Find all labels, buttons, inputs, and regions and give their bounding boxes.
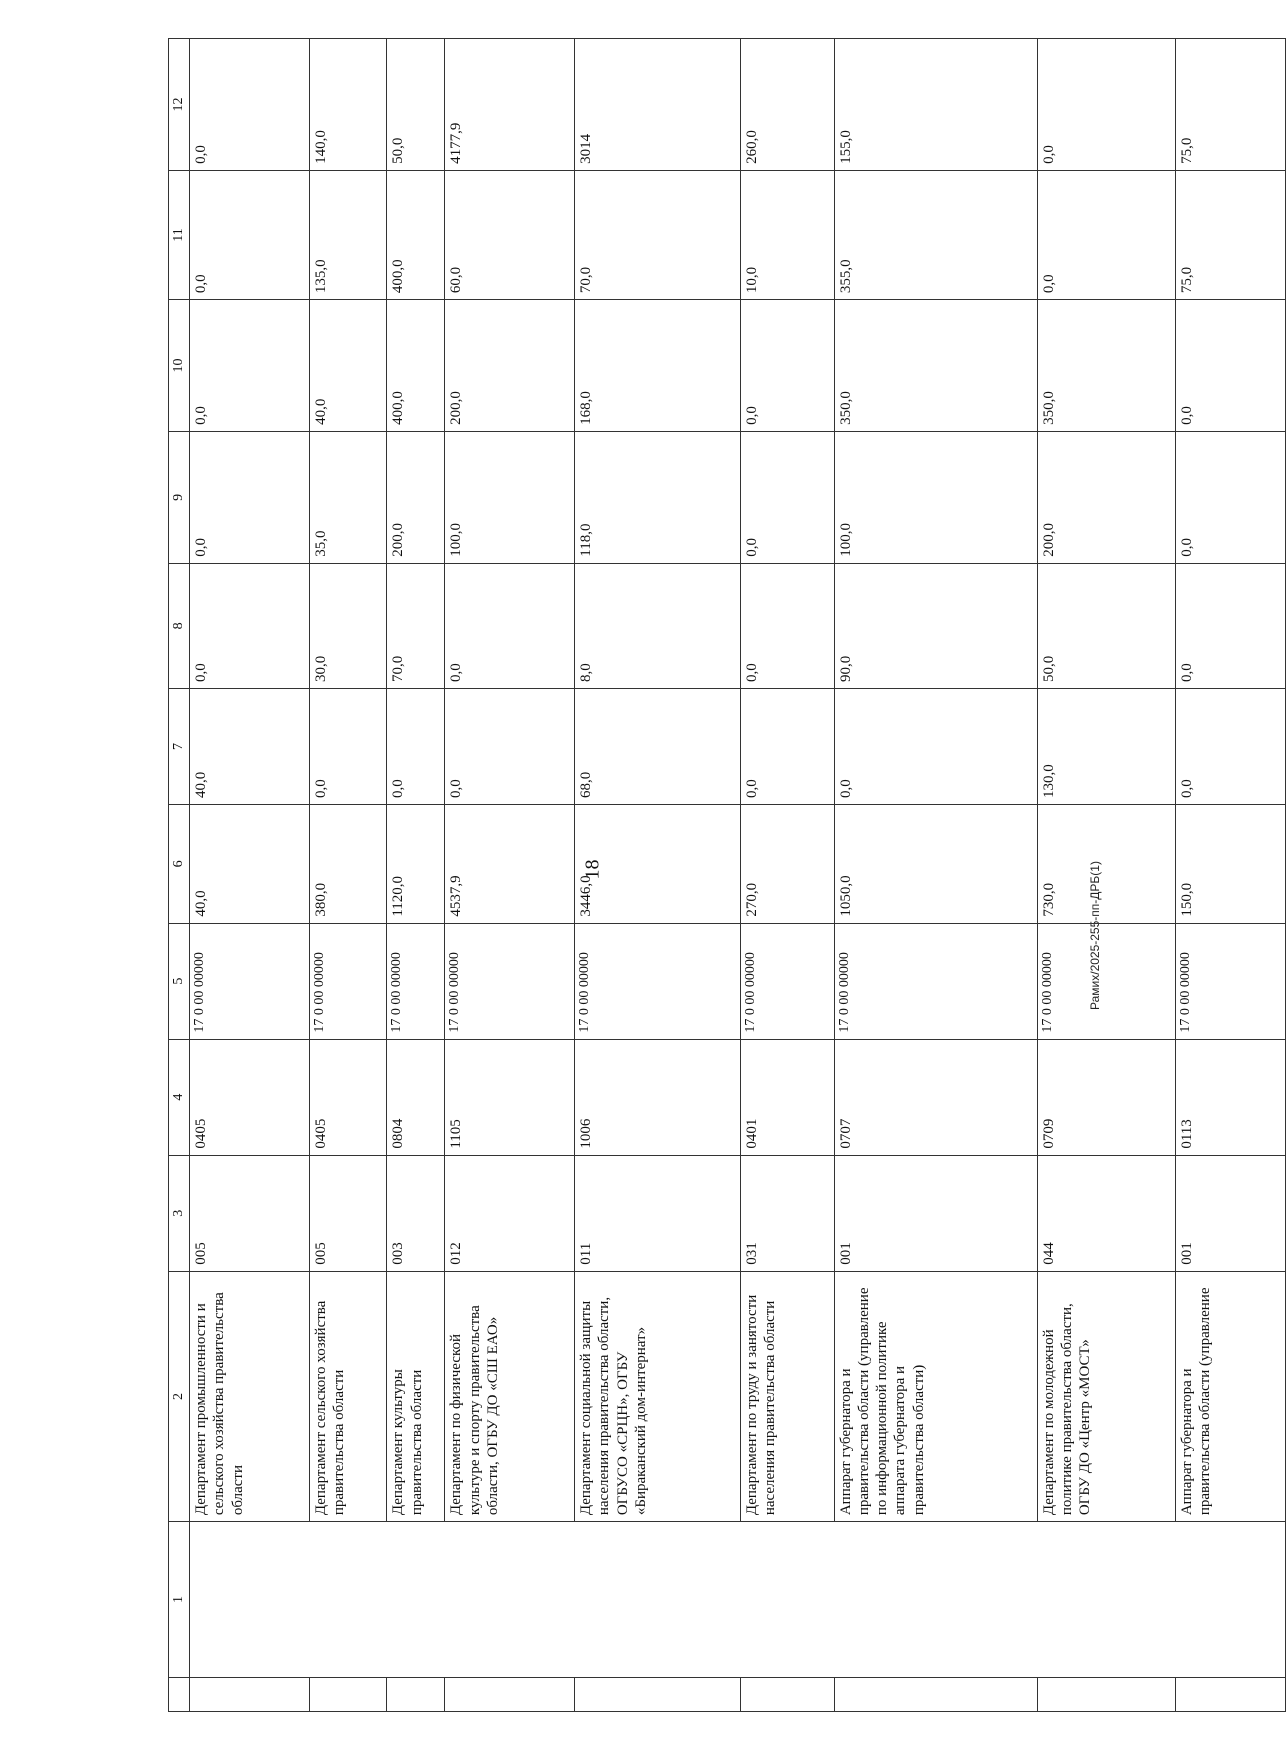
ministry-code-cell: 001 (834, 1155, 1037, 1271)
column-header: 5 (169, 923, 190, 1039)
amount-cell: 68,0 (575, 688, 741, 804)
amount-cell: 400,0 (387, 170, 445, 299)
amount-cell: 0,0 (190, 563, 310, 688)
target-article-cell: 17 0 00 00000 (1175, 923, 1285, 1039)
ministry-code-cell: 044 (1037, 1155, 1175, 1271)
amount-cell: 90,0 (834, 563, 1037, 688)
section-code-cell: 0707 (834, 1039, 1037, 1155)
column-header: 4 (169, 1039, 190, 1155)
amount-cell: 0,0 (445, 688, 575, 804)
amount-cell: 10,0 (740, 170, 834, 299)
amount-cell: 270,0 (740, 805, 834, 924)
column-number-row (169, 39, 190, 1712)
amount-cell: 0,0 (834, 688, 1037, 804)
target-article-cell: 17 0 00 00000 (1037, 923, 1175, 1039)
target-article-cell: 17 0 00 00000 (834, 923, 1037, 1039)
ministry-code-cell: 001 (1175, 1155, 1285, 1271)
amount-cell: 75,0 (1175, 170, 1285, 299)
amount-cell: 0,0 (740, 688, 834, 804)
department-name: Департамент промышленности и сельского хозяйства правительства области (190, 1271, 310, 1521)
column-header: 1 (169, 1522, 190, 1678)
amount-cell: 0,0 (1037, 170, 1175, 299)
column-header: 8 (169, 563, 190, 688)
amount-cell: 400,0 (387, 300, 445, 432)
table-row (310, 39, 387, 1712)
ministry-code-cell: 005 (310, 1155, 387, 1271)
table-row (834, 39, 1037, 1712)
amount-cell: 0,0 (1175, 300, 1285, 432)
column-header: 9 (169, 431, 190, 563)
spacer-cell (445, 1677, 575, 1711)
amount-cell: 30,0 (310, 563, 387, 688)
department-name: Департамент сельского хозяйства правительства области (310, 1271, 387, 1521)
table-row (1037, 39, 1175, 1712)
amount-cell: 0,0 (190, 431, 310, 563)
department-name: Департамент культуры правительства области (387, 1271, 445, 1521)
target-article-cell: 17 0 00 00000 (190, 923, 310, 1039)
column-header (169, 1677, 190, 1711)
amount-cell: 70,0 (575, 170, 741, 299)
amount-cell: 35,0 (310, 431, 387, 563)
table-row (190, 39, 310, 1712)
section-code-cell: 0804 (387, 1039, 445, 1155)
spacer-cell (575, 1677, 741, 1711)
amount-cell: 168,0 (575, 300, 741, 432)
table-row (575, 39, 741, 1712)
amount-cell: 70,0 (387, 563, 445, 688)
column-header: 10 (169, 300, 190, 432)
amount-cell: 0,0 (1037, 39, 1175, 171)
group-cell (190, 1522, 1286, 1678)
column-header: 3 (169, 1155, 190, 1271)
spacer-cell (310, 1677, 387, 1711)
spacer-cell (387, 1677, 445, 1711)
amount-cell: 135,0 (310, 170, 387, 299)
amount-cell: 40,0 (310, 300, 387, 432)
ministry-code-cell: 012 (445, 1155, 575, 1271)
table-row (1175, 39, 1285, 1712)
section-code-cell: 0113 (1175, 1039, 1285, 1155)
amount-cell: 130,0 (1037, 688, 1175, 804)
amount-cell: 0,0 (740, 300, 834, 432)
department-name: Департамент по труду и занятости населения правительства области (740, 1271, 834, 1521)
amount-cell: 4537,9 (445, 805, 575, 924)
spacer-cell (190, 1677, 310, 1711)
amount-cell: 0,0 (740, 431, 834, 563)
amount-cell: 0,0 (1175, 688, 1285, 804)
amount-cell: 40,0 (190, 688, 310, 804)
amount-cell: 155,0 (834, 39, 1037, 171)
amount-cell: 0,0 (387, 688, 445, 804)
amount-cell: 60,0 (445, 170, 575, 299)
department-name: Департамент по молодежной политике правительства области, ОГБУ ДО «Центр «МОСТ» (1037, 1271, 1175, 1521)
amount-cell: 100,0 (445, 431, 575, 563)
amount-cell: 140,0 (310, 39, 387, 171)
ministry-code-cell: 003 (387, 1155, 445, 1271)
department-name: Департамент социальной защиты населения правительства области, ОГБУСО «СРЦН», ОГБУ «Бираканский дом-интернат» (575, 1271, 741, 1521)
amount-cell: 0,0 (190, 170, 310, 299)
department-name: Аппарат губернатора и правительства области (управление (1175, 1271, 1285, 1521)
target-article-cell: 17 0 00 00000 (310, 923, 387, 1039)
column-header: 2 (169, 1271, 190, 1521)
amount-cell: 350,0 (834, 300, 1037, 432)
table-body (190, 39, 1286, 1712)
budget-table (168, 38, 1286, 1712)
spacer-cell (834, 1677, 1037, 1711)
department-name: Аппарат губернатора и правительства области (управление по информационной политике аппарата губернатора и правительства области) (834, 1271, 1037, 1521)
amount-cell: 0,0 (1175, 563, 1285, 688)
amount-cell: 50,0 (1037, 563, 1175, 688)
amount-cell: 0,0 (190, 39, 310, 171)
section-code-cell: 0405 (310, 1039, 387, 1155)
amount-cell: 0,0 (445, 563, 575, 688)
page-number: 18 (581, 859, 604, 880)
ministry-code-cell: 005 (190, 1155, 310, 1271)
amount-cell: 0,0 (190, 300, 310, 432)
amount-cell: 8,0 (575, 563, 741, 688)
spacer-cell (1037, 1677, 1175, 1711)
amount-cell: 200,0 (1037, 431, 1175, 563)
amount-cell: 75,0 (1175, 39, 1285, 171)
amount-cell: 1120,0 (387, 805, 445, 924)
target-article-cell: 17 0 00 00000 (740, 923, 834, 1039)
target-article-cell: 17 0 00 00000 (575, 923, 741, 1039)
amount-cell: 118,0 (575, 431, 741, 563)
amount-cell: 0,0 (740, 563, 834, 688)
amount-cell: 200,0 (445, 300, 575, 432)
amount-cell: 3014 (575, 39, 741, 171)
table-row (740, 39, 834, 1712)
spacer-cell (740, 1677, 834, 1711)
amount-cell: 0,0 (1175, 431, 1285, 563)
budget-table-rotated (168, 38, 1286, 1712)
section-code-cell: 1105 (445, 1039, 575, 1155)
column-header: 11 (169, 170, 190, 299)
amount-cell: 730,0 (1037, 805, 1175, 924)
amount-cell: 260,0 (740, 39, 834, 171)
amount-cell: 355,0 (834, 170, 1037, 299)
amount-cell: 0,0 (310, 688, 387, 804)
department-name: Департамент по физической культуре и спорту правительства области, ОГБУ ДО «СШ ЕАО» (445, 1271, 575, 1521)
column-header: 12 (169, 39, 190, 171)
section-code-cell: 1006 (575, 1039, 741, 1155)
amount-cell: 200,0 (387, 431, 445, 563)
ministry-code-cell: 011 (575, 1155, 741, 1271)
amount-cell: 380,0 (310, 805, 387, 924)
spacer-cell (1175, 1677, 1285, 1711)
amount-cell: 4177,9 (445, 39, 575, 171)
section-code-cell: 0401 (740, 1039, 834, 1155)
document-code: Рамих/2025-255-пп-ДРБ(1) (1088, 861, 1102, 1010)
amount-cell: 100,0 (834, 431, 1037, 563)
section-code-cell: 0405 (190, 1039, 310, 1155)
amount-cell: 40,0 (190, 805, 310, 924)
target-article-cell: 17 0 00 00000 (387, 923, 445, 1039)
amount-cell: 1050,0 (834, 805, 1037, 924)
amount-cell: 350,0 (1037, 300, 1175, 432)
table-row (445, 39, 575, 1712)
amount-cell: 150,0 (1175, 805, 1285, 924)
section-code-cell: 0709 (1037, 1039, 1175, 1155)
column-header: 6 (169, 805, 190, 924)
target-article-cell: 17 0 00 00000 (445, 923, 575, 1039)
column-header: 7 (169, 688, 190, 804)
table-row (387, 39, 445, 1712)
amount-cell: 3446,0 (575, 805, 741, 924)
ministry-code-cell: 031 (740, 1155, 834, 1271)
amount-cell: 50,0 (387, 39, 445, 171)
